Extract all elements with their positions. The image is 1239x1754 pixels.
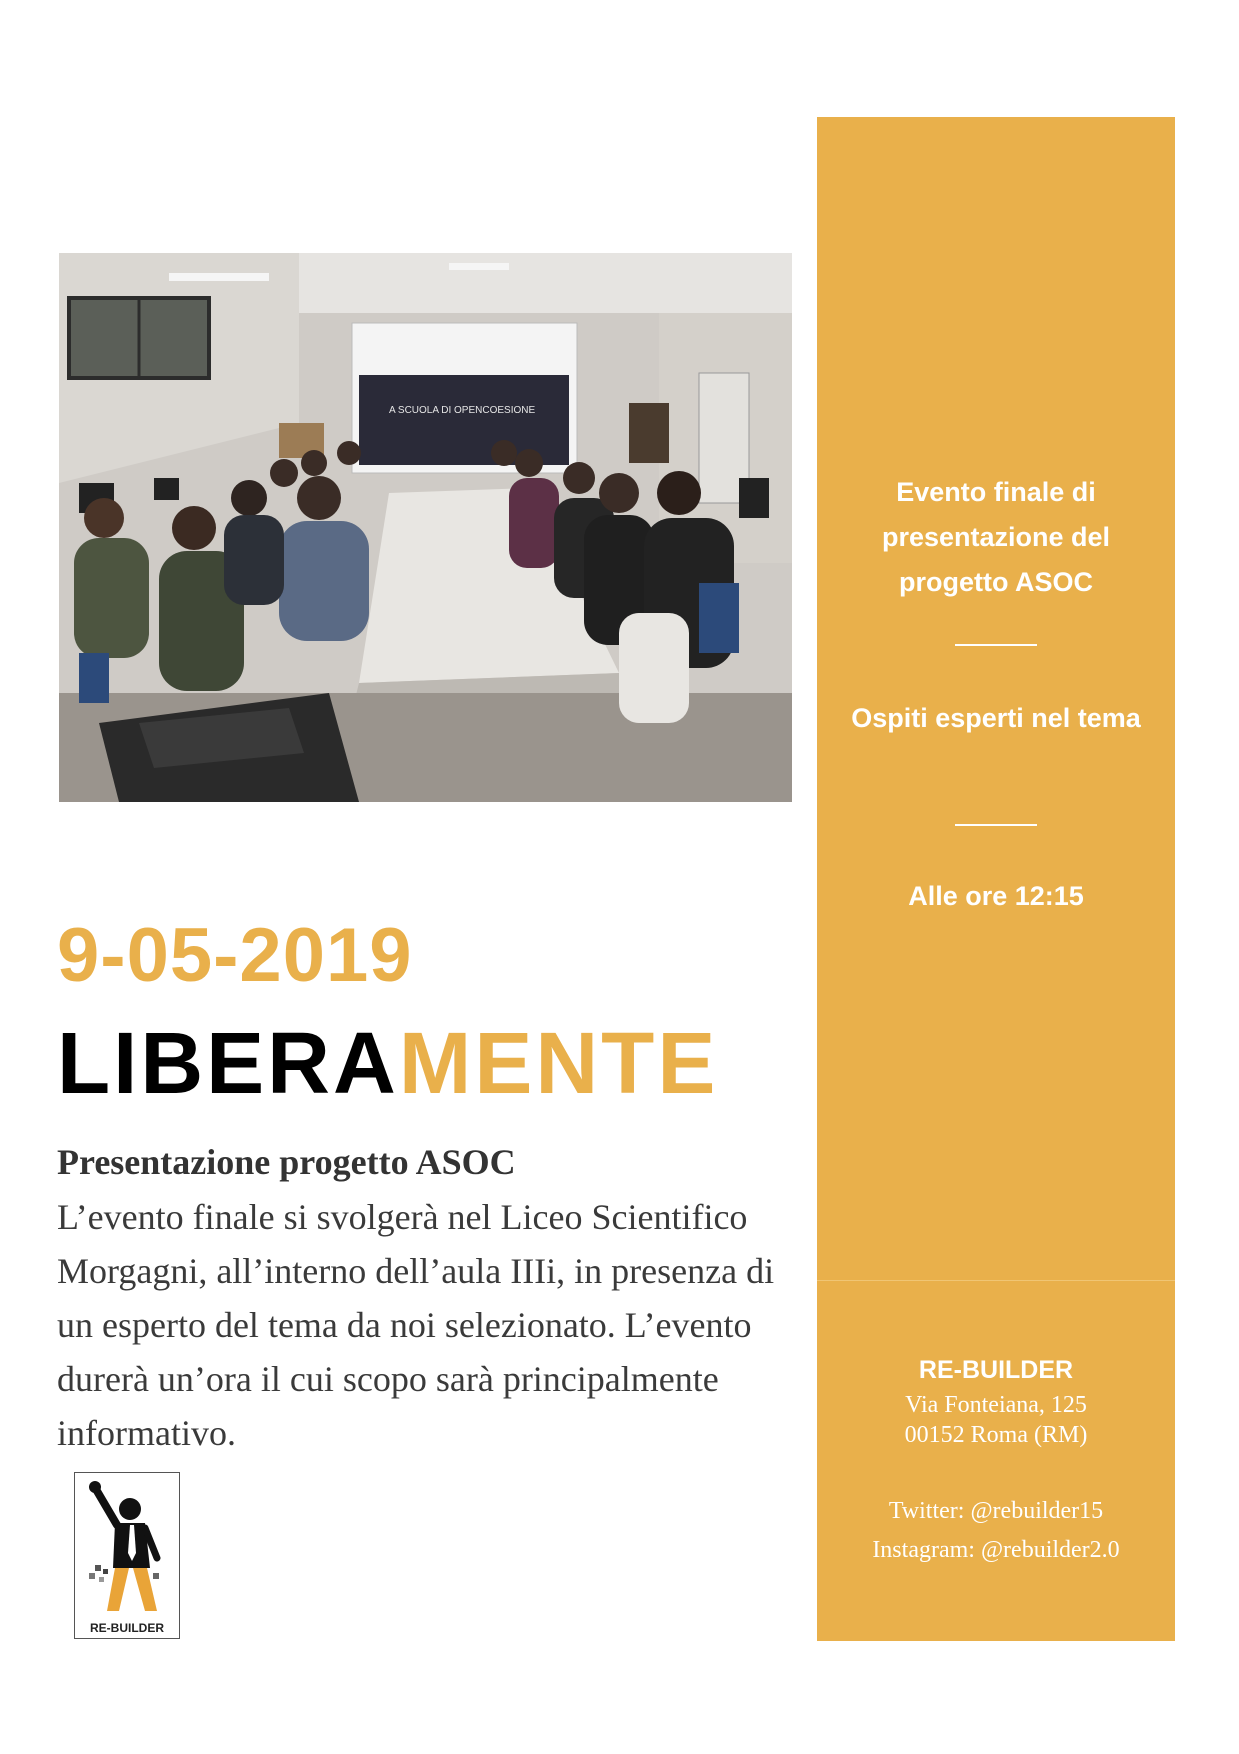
sidebar-divider xyxy=(955,644,1037,646)
sidebar-highlight-time: Alle ore 12:15 xyxy=(908,881,1084,911)
title-part-accent: MENTE xyxy=(398,1015,719,1112)
twitter-handle: Twitter: @rebuilder15 xyxy=(888,1498,1104,1524)
rebuilder-logo xyxy=(74,1472,180,1639)
sidebar-highlight-event: Evento finale di presentazione del progetto ASOC xyxy=(881,477,1111,597)
title-part-dark: LIBERA xyxy=(57,1015,399,1112)
event-title xyxy=(57,1015,719,1112)
event-date: 9-05-2019 xyxy=(57,913,413,998)
event-description: L’evento finale si svolgerà nel Liceo Scientifico Morgagni, all’interno dell’aula IIIi, in presenza di un esperto del tema da noi selezionato. L’evento durerà un’ora il cui scopo sarà principalmente informativo. xyxy=(57,1197,775,1453)
org-address-line2: 00152 Roma (RM) xyxy=(904,1422,1088,1448)
screen-text: A SCUOLA DI OPENCOESIONE xyxy=(389,405,536,416)
org-name: RE-BUILDER xyxy=(918,1356,1074,1384)
subheading: Presentazione progetto ASOC xyxy=(57,1142,516,1182)
rebuilder-figure-icon xyxy=(75,1473,178,1618)
sidebar-highlight-guests: Ospiti esperti nel tema xyxy=(851,703,1141,733)
sidebar-section-divider xyxy=(817,1280,1175,1281)
event-photo xyxy=(59,253,792,802)
logo-label: RE-BUILDER xyxy=(90,1621,164,1635)
instagram-handle: Instagram: @rebuilder2.0 xyxy=(872,1537,1120,1563)
info-sidebar xyxy=(817,117,1175,1641)
sidebar-divider xyxy=(955,824,1037,826)
classroom-photo-illustration xyxy=(59,253,792,802)
org-address-line1: Via Fonteiana, 125 xyxy=(905,1392,1087,1418)
